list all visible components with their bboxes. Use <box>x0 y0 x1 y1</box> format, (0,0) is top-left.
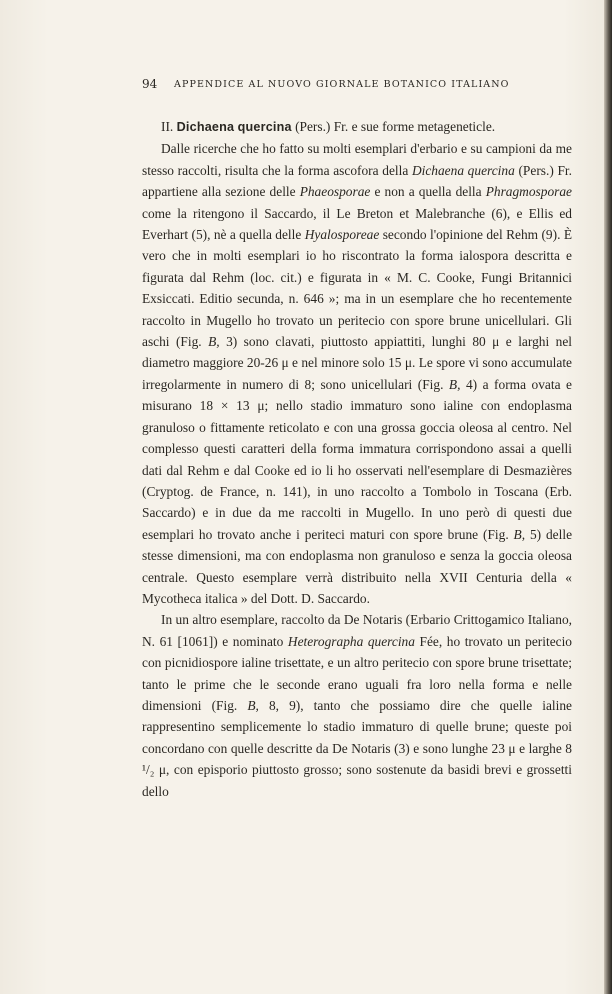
figure-ref: B, <box>247 697 259 713</box>
figure-ref: B, <box>208 334 220 350</box>
section-heading <box>142 116 572 138</box>
text-run: 5) delle stesse dimensioni, ma con endoplasma non granuloso e senza la goccia oleosa centrale. Questo esemplare verrà distribuito nella XVII Centuria della « Mycotheca italica » del Dott. D. Saccardo. <box>142 526 573 606</box>
species-name: quercina <box>237 120 292 134</box>
text-run: Dalle ricerche che ho fatto su molti esemplari d'erbario e su campioni da me stesso raccolti, risulta che la forma ascofora della <box>142 141 572 178</box>
running-head: APPENDICE AL NUOVO GIORNALE BOTANICO ITALIANO <box>174 79 510 90</box>
body-text <box>142 116 572 802</box>
paragraph-1 <box>142 138 572 609</box>
taxon-name: Dichaena quercina <box>411 162 515 178</box>
section-number: II. <box>161 119 174 134</box>
text-run: 8, 9), tanto che possiamo dire che quelle ialine rappresentino semplicemente lo stadio immaturo di quelle brune; queste poi concordano con quelle descritte da De Notaris (3) e sono lunghe 23 μ e larghe 8 ¹/₂ μ, con episporio piuttosto grosso; sono sostenute da basidi brevi e grossetti dello <box>142 697 572 799</box>
text-run: In un altro esemplare, raccolto da De Notaris (Erbario Crittogamico Italiano, N. 61 [1061]) e nominato <box>142 612 572 649</box>
text-run: e non a quella della <box>370 184 486 200</box>
text-run: (Pers.) Fr. appartiene alla sezione delle <box>142 162 572 200</box>
text-run: 4) a forma ovata e misurano 18 × 13 μ; nello stadio immaturo sono ialine con endoplasma granuloso o fittamente reticolato e con una grossa goccia oleosa al centro. Nel complesso questi caratteri della forma immatura corrispondono assai a quelli dati dal Rehm e dal Cooke ed io li ho osservati nell'esemplare di Desmazières (Cryptog. de France, n. 141), in uno raccolto a Tombolo in Toscana (Erb. Saccardo) e in due da me raccolti in Mugello. In uno però di questi due esemplari ho trovato anche i periteci maturi con spore brune (Fig. <box>142 376 572 542</box>
text-run: Fée, ho trovato un peritecio con picnidiospore ialine trisettate, e un altro peritecio con spore brune trisettate; tanto le prime che le seconde erano uguali fra loro nella forma e nelle dimensioni (Fig. <box>142 633 572 713</box>
taxon-name: Heterographa quercina <box>287 633 415 649</box>
paragraph-2 <box>142 609 572 802</box>
page-header <box>142 77 572 93</box>
page-edge-shadow <box>604 0 612 994</box>
figure-ref: B, <box>448 376 461 392</box>
taxon-name: Hyalosporeae <box>304 227 380 243</box>
section-title-rest: (Pers.) Fr. e sue forme metageneticle. <box>295 119 496 134</box>
figure-ref: B, <box>513 526 526 542</box>
genus-name: Dichaena <box>176 120 235 134</box>
text-run: secondo l'opinione del Rehm (9). È vero che in molti esemplari io ho riscontrato la forma ialospora descritta e figurata dal Rehm (loc. cit.) e figurata in « M. C. Cooke, Fungi Britannici Exsiccati. Editio secunda, n. 646 »; ma in un esemplare che ho recentemente raccolto in Mugello ho trovato un peritecio con spore brune unicellulari. Gli aschi (Fig. <box>142 227 572 350</box>
text-run: 3) sono clavati, piuttosto appiattiti, lunghi 80 μ e larghi nel diametro maggiore 20-26 μ e nel minore solo 15 μ. Le spore vi sono accumulate irregolarmente in numero di 8; sono unicellulari (Fig. <box>142 334 572 392</box>
taxon-name: Phaeosporae <box>299 184 371 200</box>
taxon-name: Phragmosporae <box>485 184 572 200</box>
text-run: come la ritengono il Saccardo, il Le Breton et Malebranche (6), e Ellis ed Everhart (5), nè a quella delle <box>142 205 572 243</box>
page-number: 94 <box>142 77 158 91</box>
